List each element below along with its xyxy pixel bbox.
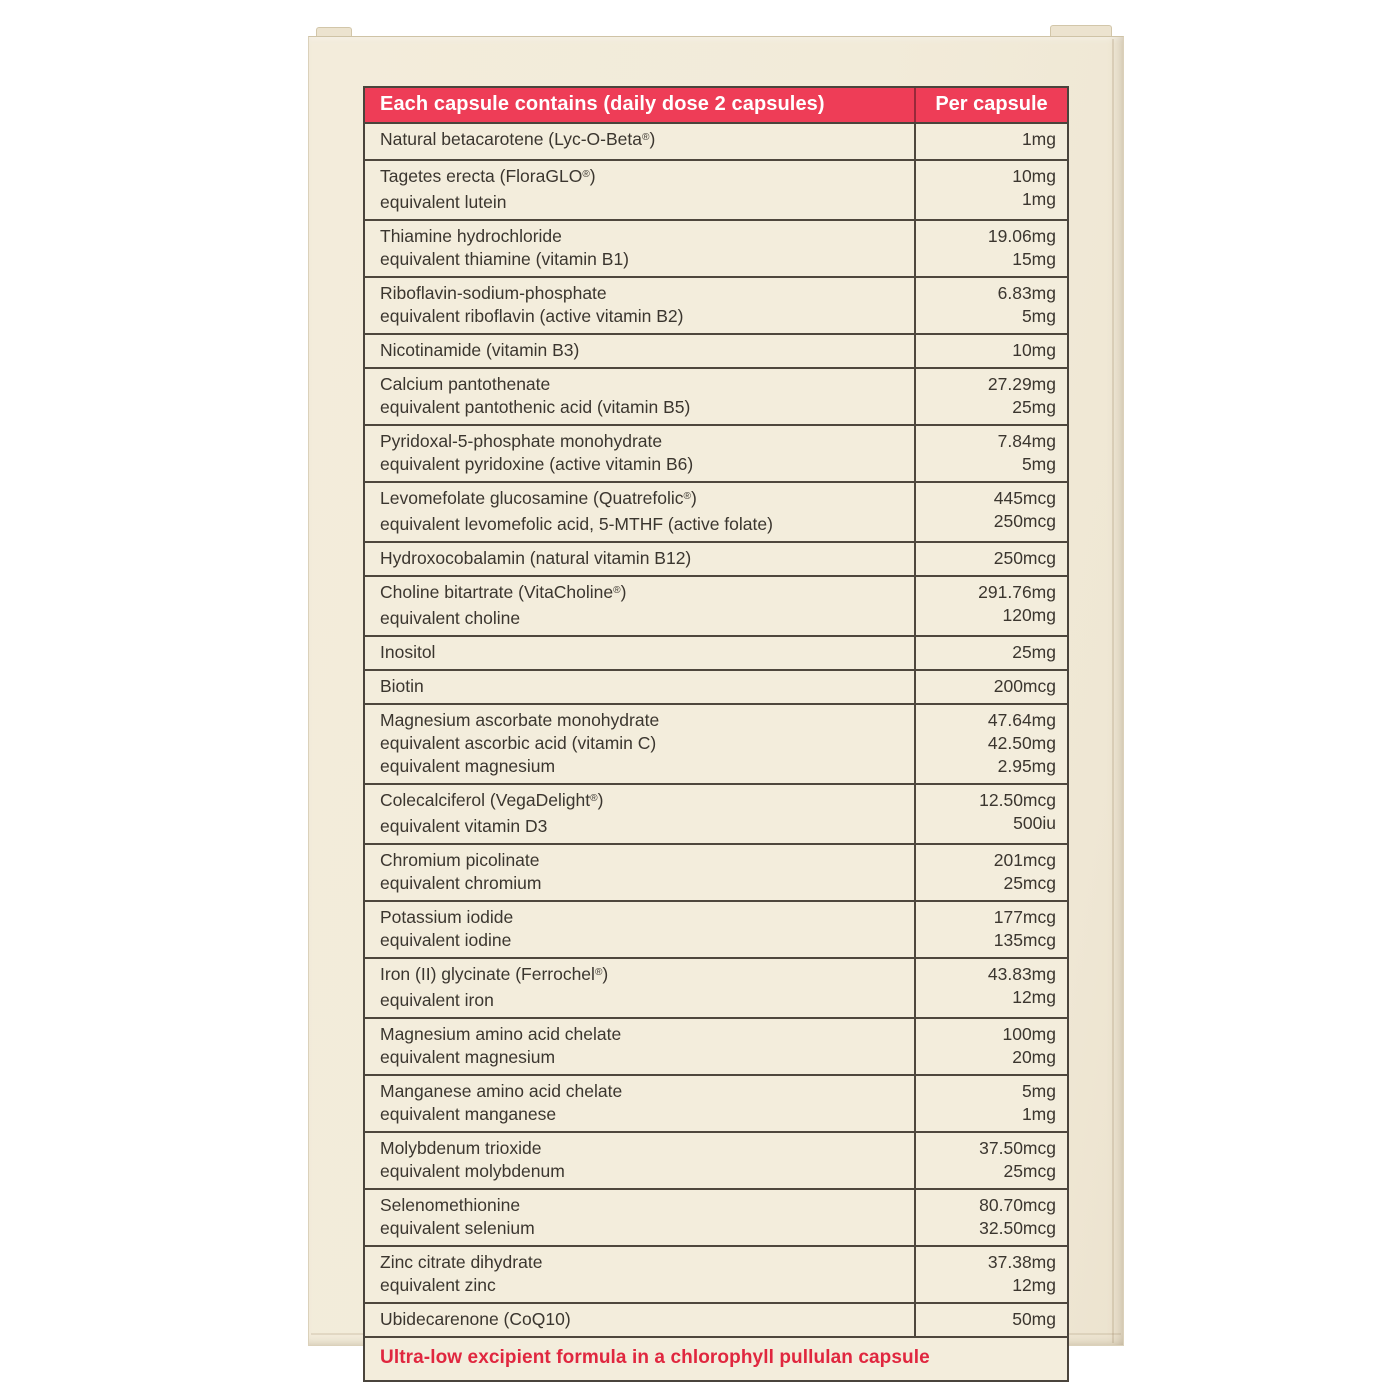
table-row [365,221,1067,278]
table-row [365,1247,1067,1304]
supplement-table [363,86,1069,1382]
table-row [365,959,1067,1019]
table-row [365,785,1067,845]
table-row [365,902,1067,959]
ingredient-name: Calcium pantothenate equivalent pantothenic acid (vitamin B5) [380,374,691,417]
table-row [365,671,1067,705]
table-row [365,426,1067,483]
product-box [308,36,1124,1368]
ingredient-name: Manganese amino acid chelate equivalent manganese [380,1081,623,1124]
ingredient-name: Biotin [380,676,424,696]
ingredient-name: Zinc citrate dihydrate equivalent zinc [380,1252,543,1295]
ingredient-amount: 50mg [914,1304,1067,1336]
table-row [365,637,1067,671]
table-row [365,845,1067,902]
ingredient-name: Nicotinamide (vitamin B3) [380,340,580,360]
ingredient-amount: 6.83mg 5mg [914,278,1067,333]
table-row [365,577,1067,637]
table-row [365,543,1067,577]
ingredient-amount: 80.70mcg 32.50mcg [914,1190,1067,1245]
ingredient-name: Choline bitartrate (VitaCholine®) equivalent choline [380,582,627,628]
table-row [365,1304,1067,1338]
ingredient-name: Natural betacarotene (Lyc-O-Beta®) [380,129,656,149]
table-row [365,1019,1067,1076]
ingredient-name: Riboflavin-sodium-phosphate equivalent riboflavin (active vitamin B2) [380,283,684,326]
table-row [365,369,1067,426]
table-row [365,124,1067,161]
header-amount-label: Per capsule [914,88,1067,122]
ingredient-name: Magnesium ascorbate monohydrate equivalent ascorbic acid (vitamin C) equivalent magnesium [380,710,660,776]
ingredient-name: Iron (II) glycinate (Ferrochel®) equivalent iron [380,964,609,1010]
ingredient-name: Inositol [380,642,436,662]
ingredient-amount: 200mcg [914,671,1067,703]
ingredient-amount: 43.83mg 12mg [914,959,1067,1017]
ingredient-amount: 37.38mg 12mg [914,1247,1067,1302]
table-row [365,1133,1067,1190]
ingredient-name: Magnesium amino acid chelate equivalent magnesium [380,1024,622,1067]
ingredient-name: Chromium picolinate equivalent chromium [380,850,542,893]
table-header-row [365,88,1067,124]
table-row [365,483,1067,543]
ingredients-table-body [365,124,1067,1338]
ingredient-amount: 5mg 1mg [914,1076,1067,1131]
ingredient-name: Molybdenum trioxide equivalent molybdenum [380,1138,565,1181]
ingredient-name: Colecalciferol (VegaDelight®) equivalent vitamin D3 [380,790,604,836]
ingredient-name: Selenomethionine equivalent selenium [380,1195,535,1238]
header-ingredient-label: Each capsule contains (daily dose 2 capsules) [380,93,825,115]
table-row [365,335,1067,369]
ingredient-amount: 1mg [914,124,1067,159]
ingredient-amount: 25mg [914,637,1067,669]
ingredient-name: Potassium iodide equivalent iodine [380,907,514,950]
ingredient-amount: 10mg [914,335,1067,367]
ingredient-name: Ubidecarenone (CoQ10) [380,1309,571,1329]
ingredient-name: Tagetes erecta (FloraGLO®) equivalent lutein [380,166,596,212]
table-row [365,1076,1067,1133]
ingredient-name: Levomefolate glucosamine (Quatrefolic®) equivalent levomefolic acid, 5-MTHF (active folate) [380,488,773,534]
table-row [365,705,1067,785]
ingredient-amount: 7.84mg 5mg [914,426,1067,481]
ingredient-amount: 250mcg [914,543,1067,575]
ingredient-amount: 100mg 20mg [914,1019,1067,1074]
ingredient-name: Thiamine hydrochloride equivalent thiamine (vitamin B1) [380,226,630,269]
ingredient-name: Pyridoxal-5-phosphate monohydrate equivalent pyridoxine (active vitamin B6) [380,431,694,474]
ingredient-name: Hydroxocobalamin (natural vitamin B12) [380,548,692,568]
table-row [365,161,1067,221]
ingredient-amount: 201mcg 25mcg [914,845,1067,900]
table-row [365,1190,1067,1247]
ingredient-amount: 19.06mg 15mg [914,221,1067,276]
ingredient-amount: 47.64mg 42.50mg 2.95mg [914,705,1067,783]
ingredient-amount: 177mcg 135mcg [914,902,1067,957]
footer-note: Ultra-low excipient formula in a chlorophyll pullulan capsule [380,1347,930,1368]
box-right-fold-crease [1112,39,1114,1343]
ingredient-amount: 12.50mcg 500iu [914,785,1067,843]
ingredient-amount: 291.76mg 120mg [914,577,1067,635]
ingredient-amount: 27.29mg 25mg [914,369,1067,424]
ingredient-amount: 445mcg 250mcg [914,483,1067,541]
table-row [365,278,1067,335]
ingredient-amount: 10mg 1mg [914,161,1067,219]
ingredient-amount: 37.50mcg 25mcg [914,1133,1067,1188]
